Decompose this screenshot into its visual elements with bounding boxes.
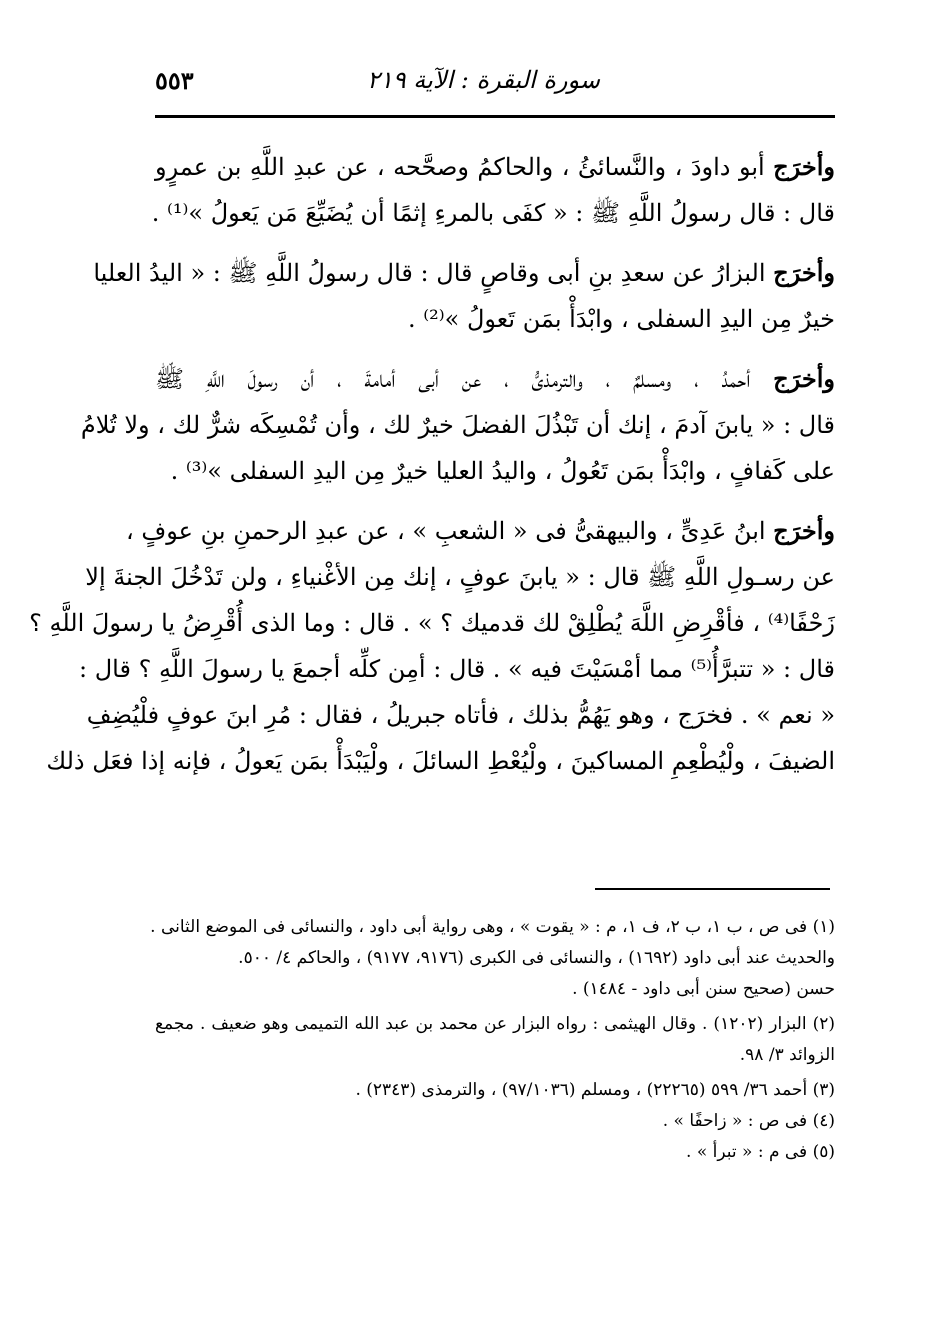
footnotes (150, 912, 835, 1168)
footnote-5 (155, 1137, 835, 1168)
paragraph-lead: وأخرَج (773, 516, 835, 545)
header-rule (155, 115, 835, 118)
text-line: « نعم » . فخرَج ، وهو يَهُمُّ بذلك ، فأتاه جبريلُ ، فقال : مُرِ ابنَ عوفٍ فلْيُضِفِ (86, 701, 835, 729)
paragraph-4 (29, 508, 835, 784)
footnote-2 (155, 1009, 835, 1071)
footnote-line: حسن (صحيح سنن أبى داود - ١٤٨٤) . (572, 979, 835, 999)
text-line: الضيفَ ، ولْيُطْعِمِ المساكينَ ، ولْيُعْطِ السائلَ ، ولْيَبْدَأْ بمَن يَعولُ ، فإنه إذا فعَل ذلك (46, 747, 835, 775)
footnote-line: (٥) فى م : « تبرأ » . (686, 1142, 835, 1162)
text-line: خيرٌ مِن اليدِ السفلى ، وابْدَأْ بمَن تَعولُ »⁽²⁾ . (407, 305, 835, 333)
paragraph-1 (151, 144, 835, 236)
footnote-4 (155, 1106, 835, 1137)
main-text (29, 144, 835, 798)
footnote-separator (595, 888, 830, 890)
footnote-line: والحديث عند أبى داود (١٦٩٢) ، والنسائى فى الكبرى (٩١٧٦، ٩١٧٧) ، والحاكم ٤/ ٥٠٠. (238, 948, 835, 968)
text-line-content: أحمدُ ، ومسلمٌ ، والترمذىُّ ، عن أبى أمامةَ ، أن رسولَ اللَّهِ ﷺ (155, 365, 774, 393)
text-line: قال : « تتبرَّأُ⁽⁵⁾ مما أمْسَيْتَ فيه » . قال : أمِن كلِّه أجمعَ يا رسولَ اللَّهِ ؟ قال : (79, 655, 835, 683)
text-line (93, 250, 835, 296)
footnote-3 (155, 1075, 835, 1106)
text-line: على كَفافٍ ، وابْدَأْ بمَن تَعُولُ ، واليدُ العليا خيرٌ مِن اليدِ السفلى »⁽³⁾ . (170, 457, 835, 485)
text-line-content: أبو داودَ ، والنَّسائئُ ، والحاكمُ وصحَّحه ، عن عبدِ اللَّهِ بن عمرٍو (155, 153, 774, 181)
text-line: قال : « يابنَ آدمَ ، إنك أن تَبْذُلَ الفضلَ خيرٌ لك ، وأن تُمْسِكَه شرٌّ لك ، ولا تُلامُ (80, 411, 835, 439)
text-line: زَحْفًا⁽⁴⁾ ، فأقْرِضِ اللَّهَ يُطْلِقْ لك قدميك ؟ » . قال : وما الذى أُقْرِضُ يا رسولَ اللَّهِ ؟ (29, 609, 835, 637)
footnote-line: (٣) أحمد ٣٦/ ٥٩٩ (٢٢٢٦٥) ، ومسلم (٩٧/١٠٣٦) ، والترمذى (٢٣٤٣) . (355, 1080, 835, 1100)
paragraph-lead: وأخرَج (773, 152, 835, 181)
text-line (126, 508, 835, 554)
page-number: ٥٥٣ (155, 66, 194, 95)
paragraph-2 (93, 250, 835, 342)
text-line: عن رسـولِ اللَّهِ ﷺ قال : « يابنَ عوفٍ ، إنك مِن الأغْنياءِ ، ولن تَدْخُلَ الجنةَ إلا (85, 563, 835, 591)
text-line: قال : قال رسولُ اللَّهِ ﷺ : « كفَى بالمرءِ إثمًا أن يُضَيِّعَ مَن يَعولُ »⁽¹⁾ . (151, 199, 835, 227)
text-line (155, 144, 835, 190)
footnote-line: (١) فى ص ، ب ١، ب ٢، ف ١، م : « يقوت » ، وهى رواية أبى داود ، والنسائى فى الموضع الثانى . (150, 917, 835, 937)
running-title: سورة البقرة : الآية ٢١٩ (366, 66, 600, 94)
page-header (155, 62, 835, 106)
text-line-content: ابنُ عَدِىٍّ ، والبيهقىُّ فى « الشعبِ » ، عن عبدِ الرحمنِ بنِ عوفٍ ، (126, 517, 774, 545)
paragraph-3 (80, 356, 835, 494)
paragraph-lead: وأخرَج (773, 258, 835, 287)
paragraph-lead: وأخرَج (773, 364, 835, 393)
footnote-1 (150, 912, 835, 1005)
footnote-line: (٤) فى ص : « زاحفًا » . (662, 1111, 835, 1131)
text-line (155, 356, 835, 402)
text-line-content: البزارُ عن سعدِ بنِ أبى وقاصٍ قال : قال رسولُ اللَّهِ ﷺ : « اليدُ العليا (93, 259, 774, 287)
footnote-line: (٢) البزار (١٢٠٢) . وقال الهيثمى : رواه البزار عن محمد بن عبد الله التميمى وهو ضعيف . مجمع (155, 1014, 835, 1034)
footnote-line: الزوائد ٣/ ٩٨. (739, 1045, 835, 1065)
